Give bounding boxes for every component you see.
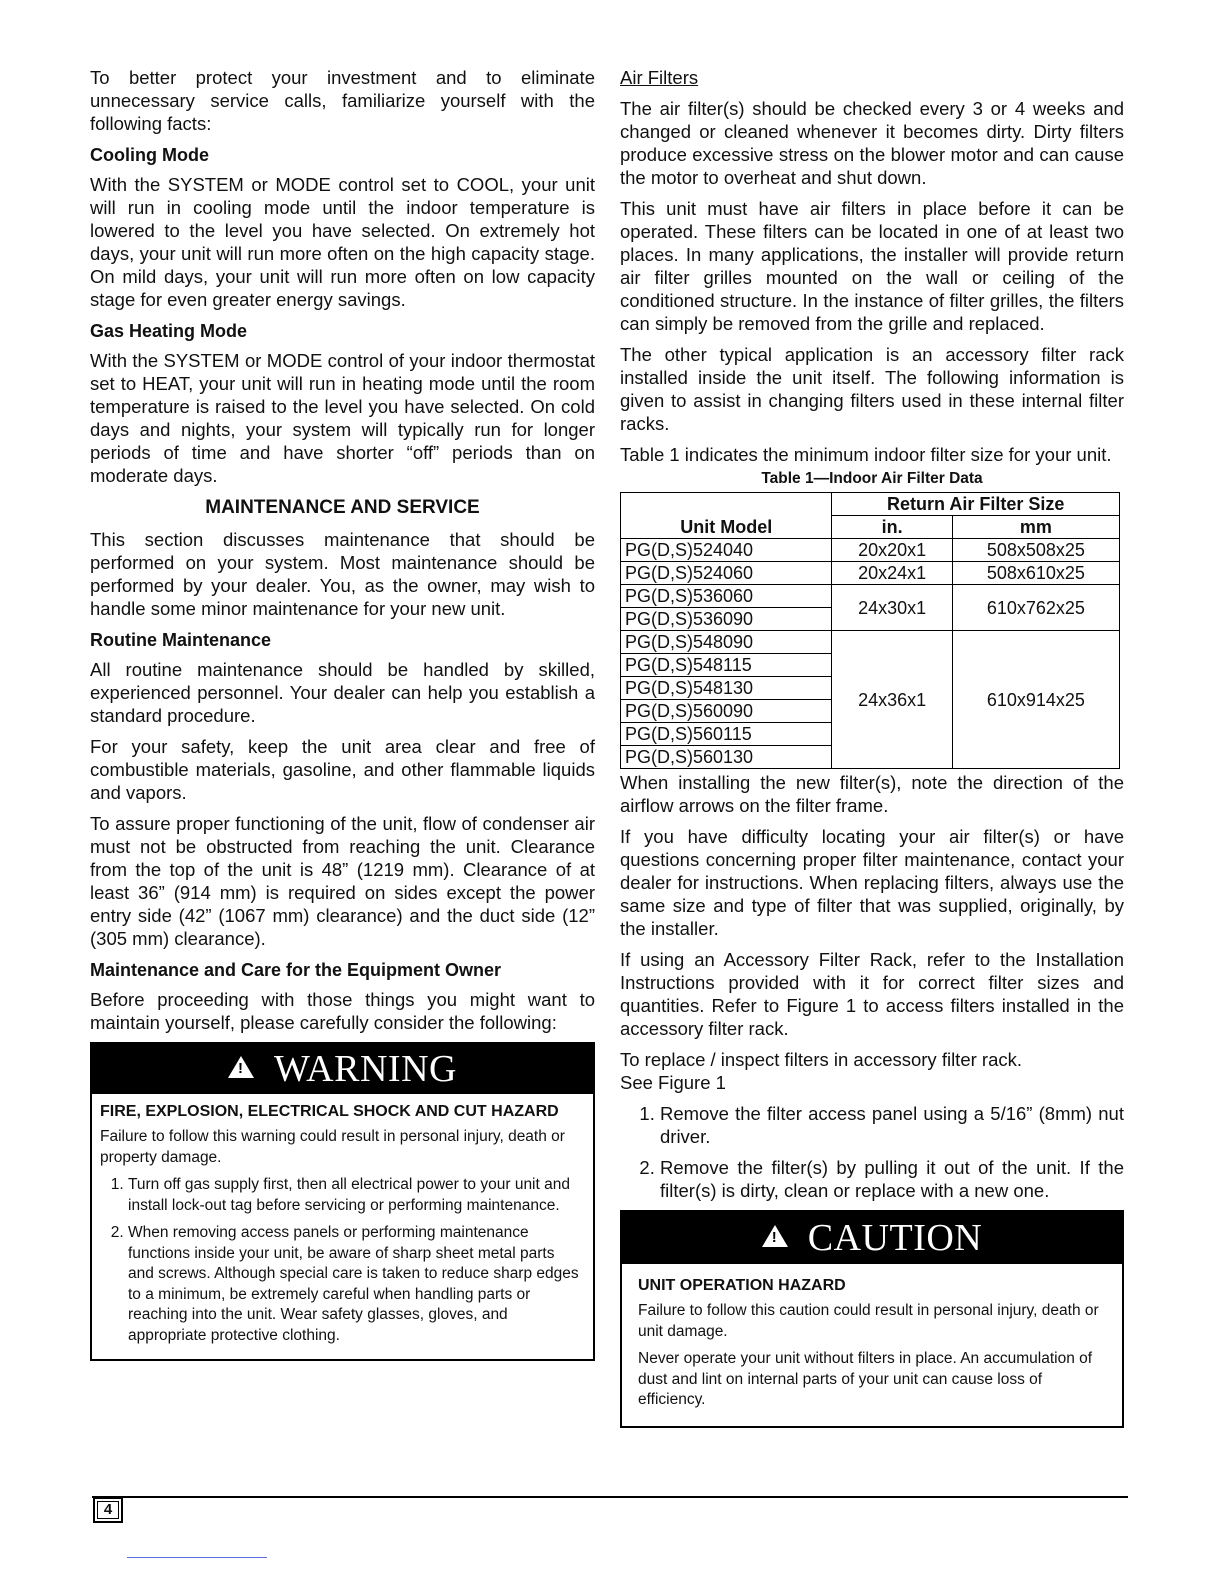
maintenance-service-paragraph: This section discusses maintenance that should be performed on your system. Most maintenance should be performed by your dealer. You, as the owner, may wish to handle some minor maintenance for your new unit. [90,529,595,619]
col-return-air-filter-size: Return Air Filter Size [832,493,1120,516]
size-mm-cell: 610x762x25 [952,585,1119,631]
table-row [621,631,1120,654]
model-cell: PG(D,S)548090 [621,631,832,654]
air-filters-paragraph-1: The air filter(s) should be checked every 3 or 4 weeks and changed or cleaned whenever it becomes dirty. Dirty filters produce excessive stress on the blower motor and can cause the motor to overheat and shut down. [620,98,1124,188]
caution-header [622,1212,1122,1264]
model-cell: PG(D,S)560115 [621,723,832,746]
air-filters-paragraph-7: If using an Accessory Filter Rack, refer to the Installation Instructions provided with it for correct filter sizes and quantities. Refer to Figure 1 to access filters installed in the accessory filter rack. [620,949,1124,1039]
model-cell: PG(D,S)524040 [621,539,832,562]
model-cell: PG(D,S)536060 [621,585,832,608]
model-cell: PG(D,S)524060 [621,562,832,585]
cooling-mode-heading: Cooling Mode [90,145,209,165]
col-unit-model: Unit Model [621,493,832,539]
col-mm: mm [952,516,1119,539]
size-in-cell: 20x20x1 [832,539,952,562]
table-row [621,539,1120,562]
size-mm-cell: 508x508x25 [952,539,1119,562]
see-figure-line: See Figure 1 [620,1072,726,1093]
table-row [621,585,1120,608]
warning-box [90,1042,595,1361]
size-mm-cell: 508x610x25 [952,562,1119,585]
replace-steps [620,1102,1124,1202]
air-filters-paragraph-6: If you have difficulty locating your air filter(s) or have questions concerning proper filter maintenance, contact your dealer for instructions. When replacing filters, always use the same size and type of filter that was supplied, originally, by the installer. [620,826,1124,939]
warning-header [92,1044,593,1094]
caution-title: CAUTION [807,1217,983,1259]
air-filters-heading: Air Filters [620,67,699,88]
air-filters-paragraph-2: This unit must have air filters in place before it can be operated. These filters can be located in one of at least two places. In many applications, the installer will provide return air filter grilles mounted on the wall or ceiling of the conditioned structure. In the instance of filter grilles, the filters can simply be removed from the grille and replaced. [620,198,1124,334]
caution-text-1: Failure to follow this caution could result in personal injury, death or unit damage. [638,1302,1099,1340]
footer-rule [92,1496,1128,1498]
warning-text: Failure to follow this warning could result in personal injury, death or property damage. [100,1128,565,1166]
model-cell: PG(D,S)560090 [621,700,832,723]
table-caption: Table 1—Indoor Air Filter Data [761,470,983,487]
size-in-cell: 24x36x1 [832,631,952,769]
caution-box [620,1210,1124,1428]
safety-paragraph: For your safety, keep the unit area clear and free of combustible materials, gasoline, and other flammable liquids and vapors. [90,736,595,803]
caution-hazard: UNIT OPERATION HAZARD [638,1277,846,1294]
intro-paragraph: To better protect your investment and to eliminate unnecessary service calls, familiarize yourself with the following facts: [90,67,595,134]
clearance-paragraph: To assure proper functioning of the unit, flow of condenser air must not be obstructed from reaching the unit. Clearance from the top of the unit is 48” (1219 mm). Clearance of at least 36” (914 mm) is required on sides except the power entry side (42” (1067 mm) clearance) and the duct side (12” (305 mm) clearance). [90,813,595,949]
warning-body [92,1094,593,1359]
page-number: 4 [93,1497,123,1523]
step-1: 1. Remove the filter access panel using a 5/16” (8mm) nut driver. [660,1102,1124,1148]
air-filters-paragraph-3: The other typical application is an accessory filter rack installed inside the unit itself. The following information is given to assist in changing filters used in these internal filter racks. [620,344,1124,434]
left-column [90,66,595,1361]
warning-list [100,1175,581,1346]
warning-title: WARNING [274,1048,457,1090]
caution-triangle-icon [762,1225,788,1247]
right-column [620,66,1124,1428]
warning-item-2: 2. When removing access panels or performing maintenance functions inside your unit, be aware of sharp sheet metal parts and screws. Although special care is taken to reduce sharp edges to a minimum, be extremely careful when handling parts or reaching into the unit. Wear safety glasses, gloves, and appropriate protective clothing. [128,1223,581,1346]
filter-table [620,492,1120,769]
replace-instructions-line: To replace / inspect filters in accessory filter rack. [620,1049,1023,1070]
model-cell: PG(D,S)536090 [621,608,832,631]
warning-triangle-icon [228,1056,254,1078]
caution-body [622,1264,1122,1426]
routine-maintenance-paragraph: All routine maintenance should be handled by skilled, experienced personnel. Your dealer can help you establish a standard procedure. [90,659,595,726]
table-row [621,562,1120,585]
col-in: in. [832,516,952,539]
bottom-blue-rule [127,1557,267,1558]
size-mm-cell: 610x914x25 [952,631,1119,769]
model-cell: PG(D,S)548130 [621,677,832,700]
cooling-mode-paragraph: With the SYSTEM or MODE control set to COOL, your unit will run in cooling mode until the indoor temperature is lowered to the level you have selected. On extremely hot days, your unit will run more often on the high capacity stage. On mild days, your unit will run more often on low capacity stage for even greater energy savings. [90,174,595,310]
gas-heating-mode-paragraph: With the SYSTEM or MODE control of your indoor thermostat set to HEAT, your unit will run in heating mode until the room temperature is raised to the level you have selected. On cold days and nights, your system will typically run for longer periods of time and have shorter “off” periods than on moderate days. [90,350,595,486]
gas-heating-mode-heading: Gas Heating Mode [90,321,248,341]
air-filters-paragraph-5: When installing the new filter(s), note the direction of the airflow arrows on the filter frame. [620,772,1124,816]
owner-care-paragraph: Before proceeding with those things you might want to maintain yourself, please carefully consider the following: [90,989,595,1033]
maintenance-service-heading: MAINTENANCE AND SERVICE [205,497,480,518]
caution-text-2: Never operate your unit without filters in place. An accumulation of dust and lint on internal parts of your unit can cause loss of efficiency. [638,1350,1093,1408]
model-cell: PG(D,S)548115 [621,654,832,677]
air-filters-paragraph-4: Table 1 indicates the minimum indoor filter size for your unit. [620,444,1112,465]
step-2: 2. Remove the filter(s) by pulling it out of the unit. If the filter(s) is dirty, clean or replace with a new one. [660,1156,1124,1202]
size-in-cell: 20x24x1 [832,562,952,585]
size-in-cell: 24x30x1 [832,585,952,631]
model-cell: PG(D,S)560130 [621,746,832,769]
routine-maintenance-heading: Routine Maintenance [90,630,272,650]
warning-item-1: 1. Turn off gas supply first, then all electrical power to your unit and install lock-out tag before servicing or performing maintenance. [128,1175,581,1216]
warning-hazard: FIRE, EXPLOSION, ELECTRICAL SHOCK AND CUT HAZARD [100,1103,559,1120]
owner-care-heading: Maintenance and Care for the Equipment Owner [90,960,502,980]
